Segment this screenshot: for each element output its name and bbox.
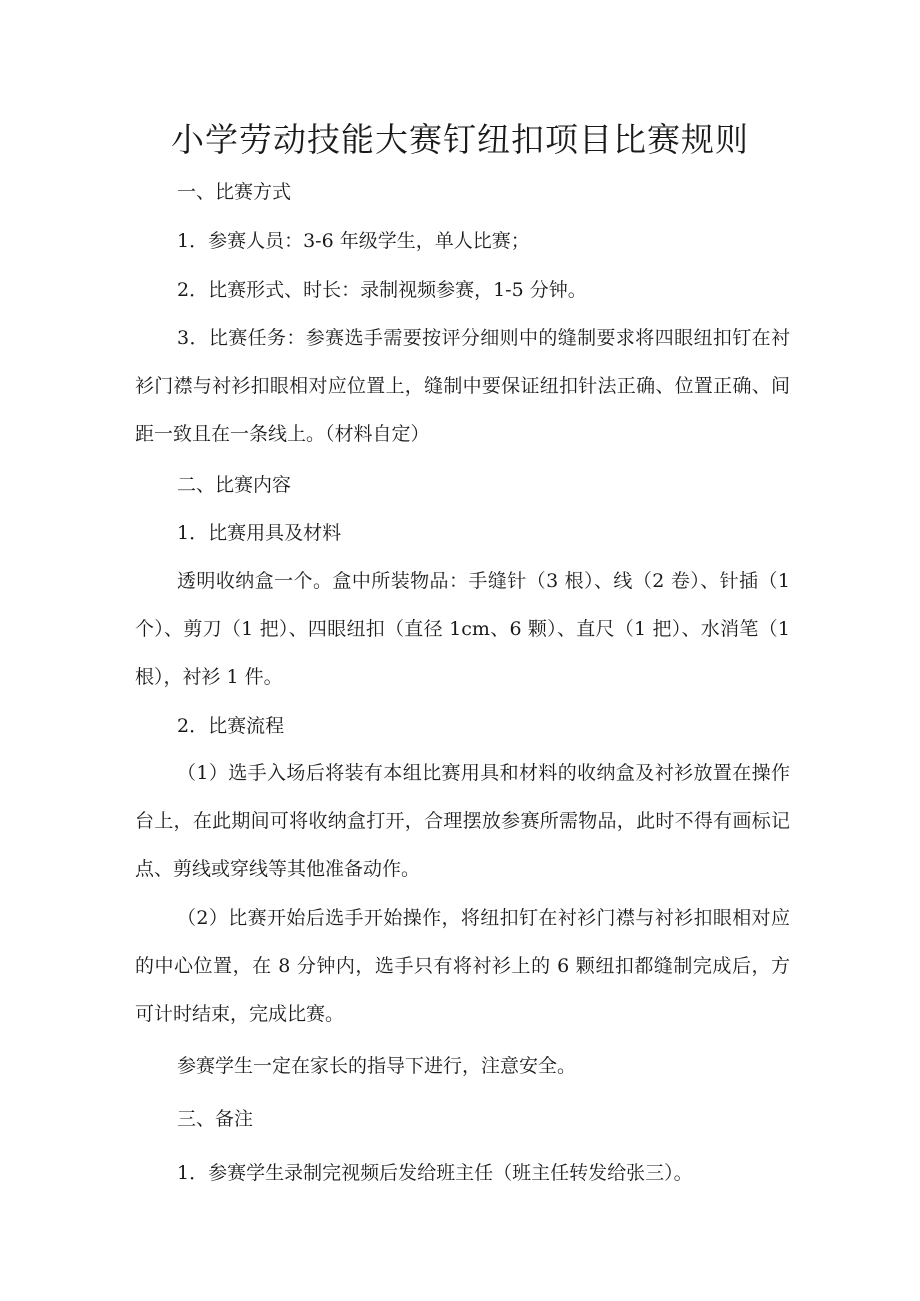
section-1-item-1: 1．参赛人员：3-6 年级学生，单人比赛； <box>177 230 530 252</box>
section-2-item-2-paragraph-2: （2）比赛开始后选手开始操作，将纽扣钉在衬衫门襟与衬衫扣眼相对应的中心位置，在 8 分钟内，选手只有将衬衫上的 6 颗纽扣都缝制完成后，方可计时结束，完成比赛。 <box>135 907 790 1025</box>
section-3-heading: 三、备注 <box>177 1108 254 1130</box>
section-2-heading: 二、比赛内容 <box>177 474 292 496</box>
section-1-item-2: 2．比赛形式、时长：录制视频参赛，1-5 分钟。 <box>177 279 587 301</box>
section-2-item-1-heading: 1．比赛用具及材料 <box>177 522 342 544</box>
section-3-item-1: 1．参赛学生录制完视频后发给班主任（班主任转发给张三）。 <box>177 1162 693 1184</box>
section-2-safety-note: 参赛学生一定在家长的指导下进行，注意安全。 <box>177 1055 577 1077</box>
document-title: 小学劳动技能大赛钉纽扣项目比赛规则 <box>171 120 749 159</box>
section-2-item-2-paragraph-1: （1）选手入场后将装有本组比赛用具和材料的收纳盒及衬衫放置在操作台上，在此期间可将收纳盒打开，合理摆放参赛所需物品，此时不得有画标记点、剪线或穿线等其他准备动作。 <box>135 762 790 880</box>
section-2-item-1-text: 透明收纳盒一个。盒中所装物品：手缝针（3 根）、线（2 卷）、针插（1 个）、剪刀（1 把）、四眼纽扣（直径 1cm、6 颗）、直尺（1 把）、水消笔（1 根），衬衫 1 件。 <box>135 570 790 688</box>
section-1-item-3: 3．比赛任务：参赛选手需要按评分细则中的缝制要求将四眼纽扣钉在衬衫门襟与衬衫扣眼相对应位置上，缝制中要保证纽扣针法正确、位置正确、间距一致且在一条线上。（材料自定） <box>135 327 790 445</box>
section-2-item-2-heading: 2．比赛流程 <box>177 715 285 737</box>
section-1-heading: 一、比赛方式 <box>177 181 292 203</box>
